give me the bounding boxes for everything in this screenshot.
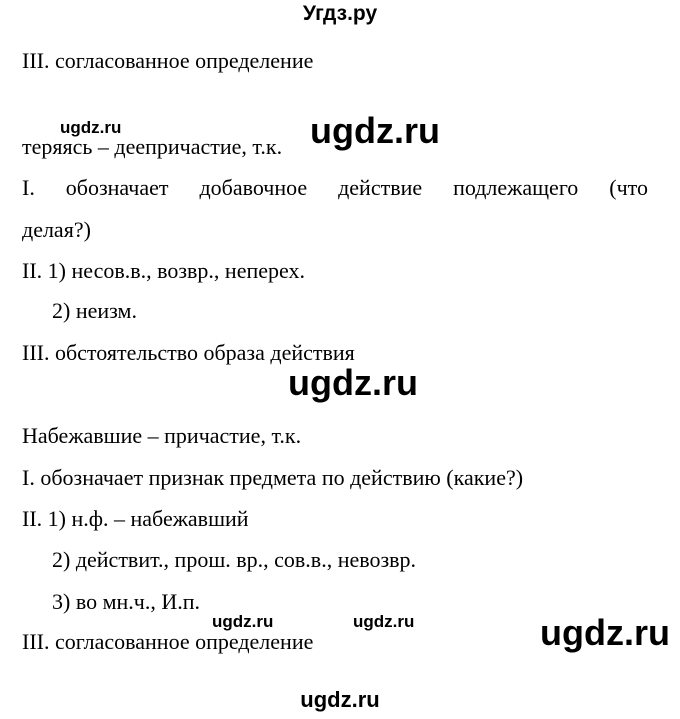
watermark-big: ugdz.ru [288,362,418,403]
answer-line-4: делая?) [22,217,91,242]
word: добавочное [199,175,308,200]
answer-line-2: теряясь – деепричастие, т.к. [22,134,283,159]
answer-line-6: 2) неизм. [52,298,137,323]
watermark-small: ugdz.ru [60,118,122,137]
word: обозначает [65,175,169,200]
word: (что [609,175,648,200]
watermark-small: ugdz.ru [212,612,274,631]
word: I. [22,175,35,200]
answer-line-8: Набежавшие – причастие, т.к. [22,423,302,448]
site-header: Угдз.ру [302,2,378,25]
word: действие [338,175,423,200]
answer-line-10: II. 1) н.ф. – набежавший [22,506,249,531]
answer-line-13: III. согласованное определение [22,629,314,654]
watermark-big: ugdz.ru [310,110,440,151]
answer-line-3 [22,175,648,201]
answer-line-5: II. 1) несов.в., возвр., неперех. [22,258,305,283]
watermark-small: ugdz.ru [353,612,415,631]
answer-line-9: I. обозначает признак предмета по действию (какие?) [22,465,524,490]
answer-line-11: 2) действит., прош. вр., сов.в., невозвр. [52,547,417,572]
answer-line-12: 3) во мн.ч., И.п. [52,589,200,614]
answer-line-1: III. согласованное определение [22,48,314,73]
answer-line-7: III. обстоятельство образа действия [22,340,355,365]
watermark-big: ugdz.ru [540,612,670,653]
word: подлежащего [453,175,579,200]
watermark-footer: ugdz.ru [300,687,380,712]
